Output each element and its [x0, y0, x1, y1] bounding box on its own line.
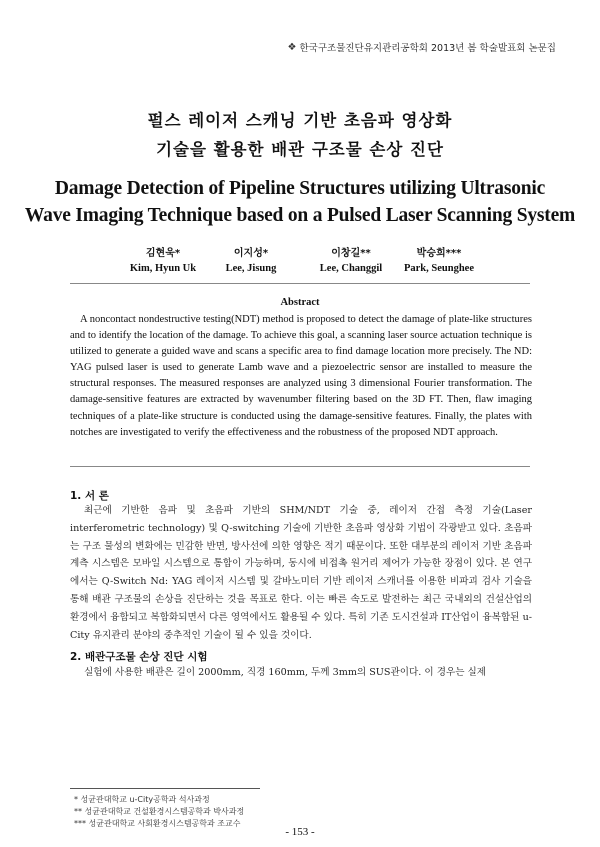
page-number: - 153 -: [285, 826, 315, 838]
author-name-ko: 김현욱*: [145, 248, 181, 259]
abstract-heading: Abstract: [280, 297, 320, 308]
footnote-2: ** 성균관대학교 건설환경시스템공학과 박사과정: [74, 807, 245, 816]
english-title-line-1: Damage Detection of Pipeline Structures utilizing Ultrasonic: [54, 178, 546, 199]
author-name-ko: 이창길**: [331, 248, 371, 259]
footnote-divider: [70, 788, 260, 789]
author-name-ko: 박승희***: [416, 248, 462, 259]
korean-title-line-2: 기술을 활용한 배관 구조물 손상 진단: [156, 140, 444, 159]
author-2: [196, 244, 306, 274]
introduction-paragraph: 최근에 기반한 음파 및 초음파 기반의 SHM/NDT 기술 중, 레이저 간접 측정 기술(Laser interferometric technology) 및 Q-switching 기술에 기반한 초음파 영상화 기법이 각광받고 있다. 초음파는 구조 물성의 변화에는 민감한 반면, 방사선에 의한 영향은 적기 때문이다. 또한 대부분의 레이저 기반 초음파 계측 시스템은 모바일 시스템으로 통합이 가능하며, 동시에 비접촉 원거리 제어가 가능한 장점이 있다. 본 연구에서는 Q-Switch Nd: YAG 레이저 시스템 및 갈바노미터 기반 레이저 스캐너를 이용한 비파괴 검사 기술을 통해 배관 구조물의 손상을 진단하는 것을 목표로 한다. 이는 빠른 속도로 발전하는 최근 국내외의 건설산업의 환경에서 융합되고 복합화되면서 다른 영역에서도 활용될 수 있다. 특히 기존 도시건설과 IT산업이 융복합된 u-City 유지관리 분야의 중추적인 기술이 될 수 있을 것이다.: [70, 505, 532, 641]
journal-name: 한국구조물진단유지관리공학회 2013년 봄 학술발표회 논문집: [299, 43, 556, 54]
author-name-en: Park, Seunghee: [403, 263, 474, 274]
experiment-paragraph: 실험에 사용한 배관은 길이 2000mm, 직경 160mm, 두께 3mm의 SUS관이다. 이 경우는 실제: [84, 667, 487, 678]
author-name-en: Lee, Changgil: [319, 263, 383, 274]
abstract-bottom-divider: [70, 466, 530, 467]
journal-header: [288, 40, 556, 54]
footnote-1: * 성균관대학교 u-City공학과 석사과정: [74, 795, 210, 804]
author-4: [384, 244, 494, 274]
abstract-top-divider: [70, 283, 530, 284]
author-name-en: Kim, Hyun Uk: [129, 263, 197, 274]
section-heading-introduction: 1. 서 론: [70, 490, 109, 502]
author-name-en: Lee, Jisung: [225, 263, 277, 274]
abstract-text: A noncontact nondestructive testing(NDT) method is proposed to detect the damage of plate-like structures and to identify the location of the damage. To achieve this goal, a scanning laser source actuation technique is utilized to generate a guided wave and scans a specific area to find damage location more precisely. The ND: YAG pulsed laser is used to generate Lamb wave and a piezoelectric sensor are installed to measure the structural responses. The measured responses are analyzed using 3 dimensional Fourier transformation. The damage-sensitive features are extracted by wavenumber filtering based on the 3D FT. Then, flaw imaging techniques of a plate-like structure is conducted using the damage-sensitive features. Finally, the plates with notches are investigated to verify the effectiveness and the robustness of the proposed NDT approach.: [70, 314, 532, 438]
english-title-line-2: Wave Imaging Technique based on a Pulsed Laser Scanning System: [24, 205, 576, 226]
section-heading-experiment: 2. 배관구조물 손상 진단 시험: [70, 651, 208, 663]
korean-title-line-1: 펄스 레이저 스캐닝 기반 초음파 영상화: [147, 111, 453, 130]
decorative-mark-icon: ❖: [287, 41, 297, 53]
author-name-ko: 이지성*: [233, 248, 269, 259]
footnote-3: *** 성균관대학교 사회환경시스템공학과 조교수: [74, 819, 241, 828]
